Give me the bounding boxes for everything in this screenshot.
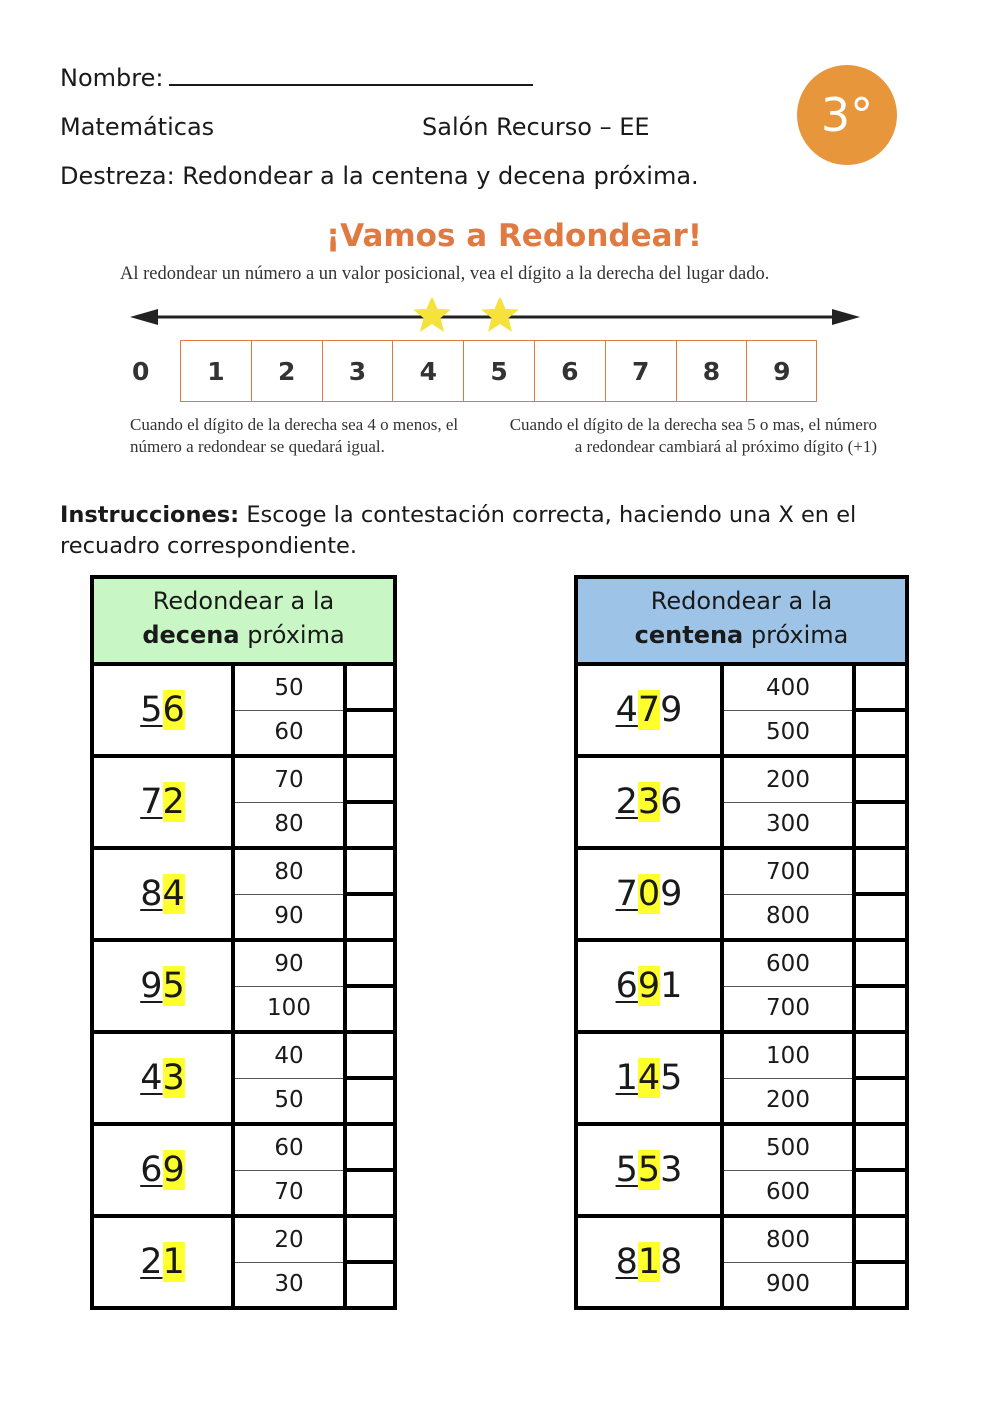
underlined-digit: 8 xyxy=(615,1242,638,1282)
answer-checkbox[interactable] xyxy=(856,1034,905,1080)
highlighted-digit: 3 xyxy=(637,782,661,822)
digit-box: 6 xyxy=(534,340,605,402)
answer-option: 600 xyxy=(724,942,852,987)
answer-option: 100 xyxy=(267,995,311,1022)
tens-header-line1: Redondear a la xyxy=(152,587,335,615)
table-row xyxy=(578,1034,905,1126)
answer-options xyxy=(235,1034,347,1122)
answer-option: 300 xyxy=(766,811,810,838)
answer-checkbox[interactable] xyxy=(856,942,905,988)
underlined-digit: 7 xyxy=(615,874,638,914)
answer-options xyxy=(235,758,347,846)
answer-option: 20 xyxy=(235,1218,343,1263)
room-label: Salón Recurso – EE xyxy=(422,113,650,141)
highlighted-digit: 5 xyxy=(162,966,185,1006)
answer-options xyxy=(235,666,347,754)
answer-checkbox[interactable] xyxy=(347,850,393,896)
number-to-round xyxy=(578,758,724,846)
answer-option: 90 xyxy=(274,903,304,930)
answer-checkbox[interactable] xyxy=(347,1218,393,1264)
number-to-round xyxy=(578,850,724,938)
answer-options xyxy=(724,850,856,938)
answer-checkboxes xyxy=(856,1034,905,1122)
answer-checkboxes xyxy=(347,1034,393,1122)
answer-option: 200 xyxy=(766,1087,810,1114)
answer-options xyxy=(235,850,347,938)
highlighted-digit: 1 xyxy=(162,1242,185,1282)
answer-checkbox[interactable] xyxy=(856,1126,905,1172)
remaining-digit: 9 xyxy=(660,874,683,914)
table-row xyxy=(94,850,393,942)
star-icon xyxy=(481,298,519,332)
underlined-digit: 2 xyxy=(140,1242,163,1282)
answer-option: 900 xyxy=(766,1271,810,1298)
remaining-digit: 6 xyxy=(660,782,683,822)
answer-checkbox[interactable] xyxy=(856,1080,905,1122)
answer-checkbox[interactable] xyxy=(856,850,905,896)
table-row xyxy=(94,758,393,850)
tens-table xyxy=(90,575,397,1310)
highlighted-digit: 3 xyxy=(162,1058,185,1098)
highlighted-digit: 4 xyxy=(637,1058,661,1098)
answer-checkboxes xyxy=(347,1218,393,1306)
answer-option: 50 xyxy=(235,666,343,711)
answer-checkbox[interactable] xyxy=(347,712,393,754)
answer-option: 500 xyxy=(724,1126,852,1171)
answer-checkboxes xyxy=(347,850,393,938)
digit-box: 7 xyxy=(605,340,676,402)
number-to-round xyxy=(94,1126,235,1214)
table-row xyxy=(94,942,393,1034)
highlighted-digit: 7 xyxy=(637,690,661,730)
skill-label: Destreza: Redondear a la centena y decena próxima. xyxy=(60,162,699,190)
star-icon xyxy=(413,298,451,332)
underlined-digit: 5 xyxy=(615,1150,638,1190)
answer-options xyxy=(235,1126,347,1214)
answer-options xyxy=(724,1126,856,1214)
table-row xyxy=(578,942,905,1034)
answer-option: 800 xyxy=(724,1218,852,1263)
underlined-digit: 6 xyxy=(615,966,638,1006)
table-row xyxy=(578,1218,905,1306)
answer-option: 800 xyxy=(766,903,810,930)
answer-checkbox[interactable] xyxy=(856,804,905,846)
answer-options xyxy=(235,1218,347,1306)
arrow-left-icon xyxy=(130,309,158,325)
answer-option: 500 xyxy=(766,719,810,746)
number-to-round xyxy=(578,666,724,754)
subject-label: Matemáticas xyxy=(60,113,215,141)
answer-option: 60 xyxy=(274,719,304,746)
number-to-round xyxy=(578,1126,724,1214)
answer-option: 100 xyxy=(724,1034,852,1079)
tens-header-bold: decena xyxy=(142,621,240,649)
guide-title: ¡Vamos a Redondear! xyxy=(326,218,702,254)
number-to-round xyxy=(94,1034,235,1122)
number-to-round xyxy=(94,758,235,846)
answer-options xyxy=(724,758,856,846)
number-to-round xyxy=(94,666,235,754)
highlighted-digit: 9 xyxy=(162,1150,185,1190)
answer-options xyxy=(724,666,856,754)
hundreds-table-header xyxy=(578,579,905,666)
name-blank-line[interactable] xyxy=(169,68,533,86)
table-row xyxy=(578,758,905,850)
answer-checkboxes xyxy=(347,1126,393,1214)
digit-box: 1 xyxy=(180,340,251,402)
answer-options xyxy=(724,1034,856,1122)
digit-box: 9 xyxy=(746,340,817,402)
answer-checkbox[interactable] xyxy=(347,1126,393,1172)
answer-checkbox[interactable] xyxy=(856,1218,905,1264)
round-up-note: Cuando el dígito de la derecha sea 5 o mas, el número a redondear cambiará al próximo dígito (+1) xyxy=(509,415,877,456)
digit-box: 2 xyxy=(251,340,322,402)
answer-checkboxes xyxy=(347,666,393,754)
grade-badge: 3° xyxy=(797,65,897,165)
answer-checkbox[interactable] xyxy=(347,666,393,712)
round-down-note: Cuando el dígito de la derecha sea 4 o menos, el número a redondear se quedará igual. xyxy=(130,415,459,456)
number-to-round xyxy=(578,1034,724,1122)
answer-option: 40 xyxy=(235,1034,343,1079)
answer-option: 70 xyxy=(235,758,343,803)
digit-box: 5 xyxy=(463,340,534,402)
underlined-digit: 9 xyxy=(140,966,163,1006)
digit-box: 4 xyxy=(392,340,463,402)
highlighted-digit: 2 xyxy=(162,782,185,822)
digit-strip xyxy=(128,340,817,402)
digit-box: 3 xyxy=(322,340,393,402)
remaining-digit: 9 xyxy=(660,690,683,730)
highlighted-digit: 9 xyxy=(637,966,661,1006)
table-row xyxy=(578,1126,905,1218)
answer-checkbox[interactable] xyxy=(856,1264,905,1306)
highlighted-digit: 6 xyxy=(162,690,185,730)
name-label: Nombre: xyxy=(60,64,164,92)
instructions xyxy=(60,500,880,562)
highlighted-digit: 1 xyxy=(637,1242,661,1282)
table-row xyxy=(578,850,905,942)
highlighted-digit: 0 xyxy=(637,874,661,914)
hundreds-header-rest: próxima xyxy=(750,621,849,649)
answer-option: 60 xyxy=(235,1126,343,1171)
underlined-digit: 4 xyxy=(140,1058,163,1098)
hundreds-table xyxy=(574,575,909,1310)
answer-checkbox[interactable] xyxy=(347,758,393,804)
answer-option: 50 xyxy=(274,1087,304,1114)
answer-option: 80 xyxy=(274,811,304,838)
hundreds-header-bold: centena xyxy=(634,621,744,649)
arrow-right-icon xyxy=(832,309,860,325)
answer-checkboxes xyxy=(347,942,393,1030)
table-row xyxy=(578,666,905,758)
answer-checkboxes xyxy=(856,1126,905,1214)
answer-option: 70 xyxy=(274,1179,304,1206)
hundreds-header-line1: Redondear a la xyxy=(650,587,833,615)
answer-options xyxy=(235,942,347,1030)
answer-checkboxes xyxy=(856,1218,905,1306)
answer-option: 80 xyxy=(235,850,343,895)
answer-option: 600 xyxy=(766,1179,810,1206)
tens-table-header xyxy=(94,579,393,666)
remaining-digit: 1 xyxy=(660,966,683,1006)
underlined-digit: 1 xyxy=(615,1058,638,1098)
digit-box: 8 xyxy=(676,340,747,402)
instructions-text: Escoge la contestación correcta, haciendo una X en el recuadro correspondiente. xyxy=(60,502,857,559)
answer-checkbox[interactable] xyxy=(347,942,393,988)
answer-checkbox[interactable] xyxy=(347,988,393,1030)
answer-option: 700 xyxy=(724,850,852,895)
instructions-label: Instrucciones: xyxy=(60,502,240,528)
name-row xyxy=(60,64,533,92)
answer-checkbox[interactable] xyxy=(856,758,905,804)
guide-subtitle: Al redondear un número a un valor posicional, vea el dígito a la derecha del lugar dado. xyxy=(120,264,770,284)
answer-checkbox[interactable] xyxy=(856,1172,905,1214)
underlined-digit: 8 xyxy=(140,874,163,914)
answer-checkbox[interactable] xyxy=(347,1034,393,1080)
remaining-digit: 5 xyxy=(660,1058,683,1098)
answer-checkboxes xyxy=(856,758,905,846)
answer-checkboxes xyxy=(347,758,393,846)
underlined-digit: 6 xyxy=(140,1150,163,1190)
remaining-digit: 8 xyxy=(660,1242,683,1282)
answer-checkboxes xyxy=(856,942,905,1030)
table-row xyxy=(94,666,393,758)
number-to-round xyxy=(578,1218,724,1306)
answer-option: 200 xyxy=(724,758,852,803)
underlined-digit: 7 xyxy=(140,782,163,822)
highlighted-digit: 5 xyxy=(637,1150,661,1190)
table-row xyxy=(94,1218,393,1306)
underlined-digit: 4 xyxy=(615,690,638,730)
answer-options xyxy=(724,942,856,1030)
answer-checkbox[interactable] xyxy=(347,804,393,846)
tens-header-rest: próxima xyxy=(247,621,345,649)
digit-0: 0 xyxy=(132,356,150,386)
answer-checkbox[interactable] xyxy=(347,1264,393,1306)
answer-checkbox[interactable] xyxy=(856,988,905,1030)
answer-checkbox[interactable] xyxy=(347,1080,393,1122)
underlined-digit: 2 xyxy=(615,782,638,822)
answer-checkbox[interactable] xyxy=(856,712,905,754)
number-to-round xyxy=(578,942,724,1030)
highlighted-digit: 4 xyxy=(162,874,185,914)
answer-checkboxes xyxy=(856,666,905,754)
number-to-round xyxy=(94,942,235,1030)
underlined-digit: 5 xyxy=(140,690,163,730)
answer-checkboxes xyxy=(856,850,905,938)
answer-option: 400 xyxy=(724,666,852,711)
answer-checkbox[interactable] xyxy=(347,896,393,938)
answer-checkbox[interactable] xyxy=(856,896,905,938)
answer-options xyxy=(724,1218,856,1306)
number-to-round xyxy=(94,1218,235,1306)
table-row xyxy=(94,1126,393,1218)
answer-checkbox[interactable] xyxy=(347,1172,393,1214)
answer-option: 90 xyxy=(235,942,343,987)
number-to-round xyxy=(94,850,235,938)
answer-checkbox[interactable] xyxy=(856,666,905,712)
answer-option: 700 xyxy=(766,995,810,1022)
table-row xyxy=(94,1034,393,1126)
remaining-digit: 3 xyxy=(660,1150,683,1190)
answer-option: 30 xyxy=(274,1271,304,1298)
number-line-arrow xyxy=(128,298,862,338)
